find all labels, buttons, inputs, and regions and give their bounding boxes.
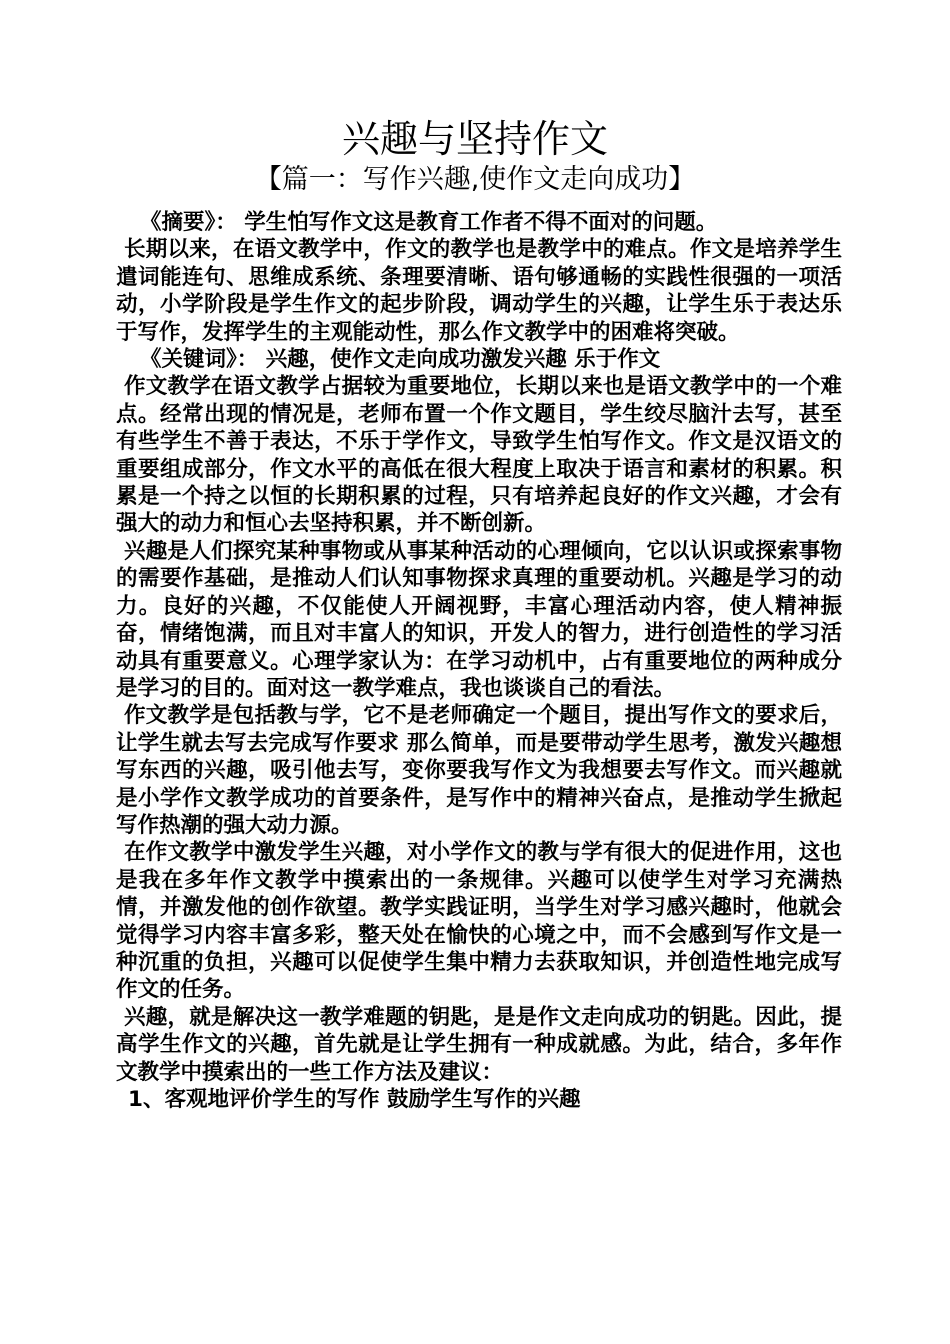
body-paragraph: 在作文教学中激发学生兴趣，对小学作文的教与学有很大的促进作用，这也是我在多年作文教学中摸索出的一条规律。兴趣可以使学生对学习充满热情，并激发他的创作欲望。教学实践证明，当学生对学习感兴趣时，他就会觉得学习内容丰富多彩，整天处在愉快的心境之中，而不会感到写作文是一种沉重的负担，兴趣可以促使学生集中精力去获取知识，并创造性地完成写作文的任务。 bbox=[116, 840, 842, 1003]
body-paragraph: 兴趣，就是解决这一教学难题的钥匙，是是作文走向成功的钥匙。因此，提高学生作文的兴趣，首先就是让学生拥有一种成就感。为此，结合，多年作文教学中摸索出的一些工作方法及建议： bbox=[116, 1004, 842, 1085]
body-paragraph: 作文教学在语文教学占据较为重要地位，长期以来也是语文教学中的一个难点。经常出现的情况是，老师布置一个作文题目，学生绞尽脑汁去写，甚至有些学生不善于表达，不乐于学作文，导致学生怕写作文。作文是汉语文的重要组成部分，作文水平的高低在很大程度上取决于语言和素材的积累。积累是一个持之以恒的长期积累的过程，只有培养起良好的作文兴趣，才会有强大的动力和恒心去坚持积累，并不断创新。 bbox=[116, 374, 842, 537]
keywords-paragraph: 《关键词》： 兴趣，使作文走向成功激发兴趣 乐于作文 bbox=[140, 347, 661, 373]
body-paragraph: 长期以来，在语文教学中，作文的教学也是教学中的难点。作文是培养学生遣词能连句、思维成系统、条理要清晰、语句够通畅的实践性很强的一项活动，小学阶段是学生作文的起步阶段，调动学生的兴趣，让学生乐于表达乐于写作，发挥学生的主观能动性，那么作文教学中的困难将突破。 bbox=[116, 237, 842, 345]
body-paragraph: 作文教学是包括教与学，它不是老师确定一个题目，提出写作文的要求后，让学生就去写去完成写作要求 那么简单，而是要带动学生思考，激发兴趣想写东西的兴趣，吸引他去写，变你要我写作文为我想要去写作文。而兴趣就是小学作文教学成功的首要条件，是写作中的精神兴奋点，是推动学生掀起写作热潮的强大动力源。 bbox=[116, 703, 842, 838]
list-item: 1、客观地评价学生的写作 鼓励学生写作的兴趣 bbox=[128, 1087, 581, 1112]
abstract-paragraph: 《摘要》： 学生怕写作文这是教育工作者不得不面对的问题。 bbox=[140, 210, 718, 235]
body-paragraph: 兴趣是人们探究某种事物或从事某种活动的心理倾向，它以认识或探索事物的需要作基础，是推动人们认知事物探求真理的重要动机。兴趣是学习的动力。良好的兴趣，不仅能使人开阔视野，丰富心理活动内容，使人精神振奋，情绪饱满，而且对丰富人的知识，开发人的智力，进行创造性的学习活动具有重要意义。心理学家认为：在学习动机中，占有重要地位的两种成分是学习的目的。面对这一教学难点，我也谈谈自己的看法。 bbox=[116, 538, 842, 701]
document-body bbox=[116, 209, 842, 1113]
document-subtitle: 【篇一：写作兴趣,使作文走向成功】 bbox=[254, 164, 696, 195]
document-title: 兴趣与坚持作文 bbox=[341, 117, 608, 161]
